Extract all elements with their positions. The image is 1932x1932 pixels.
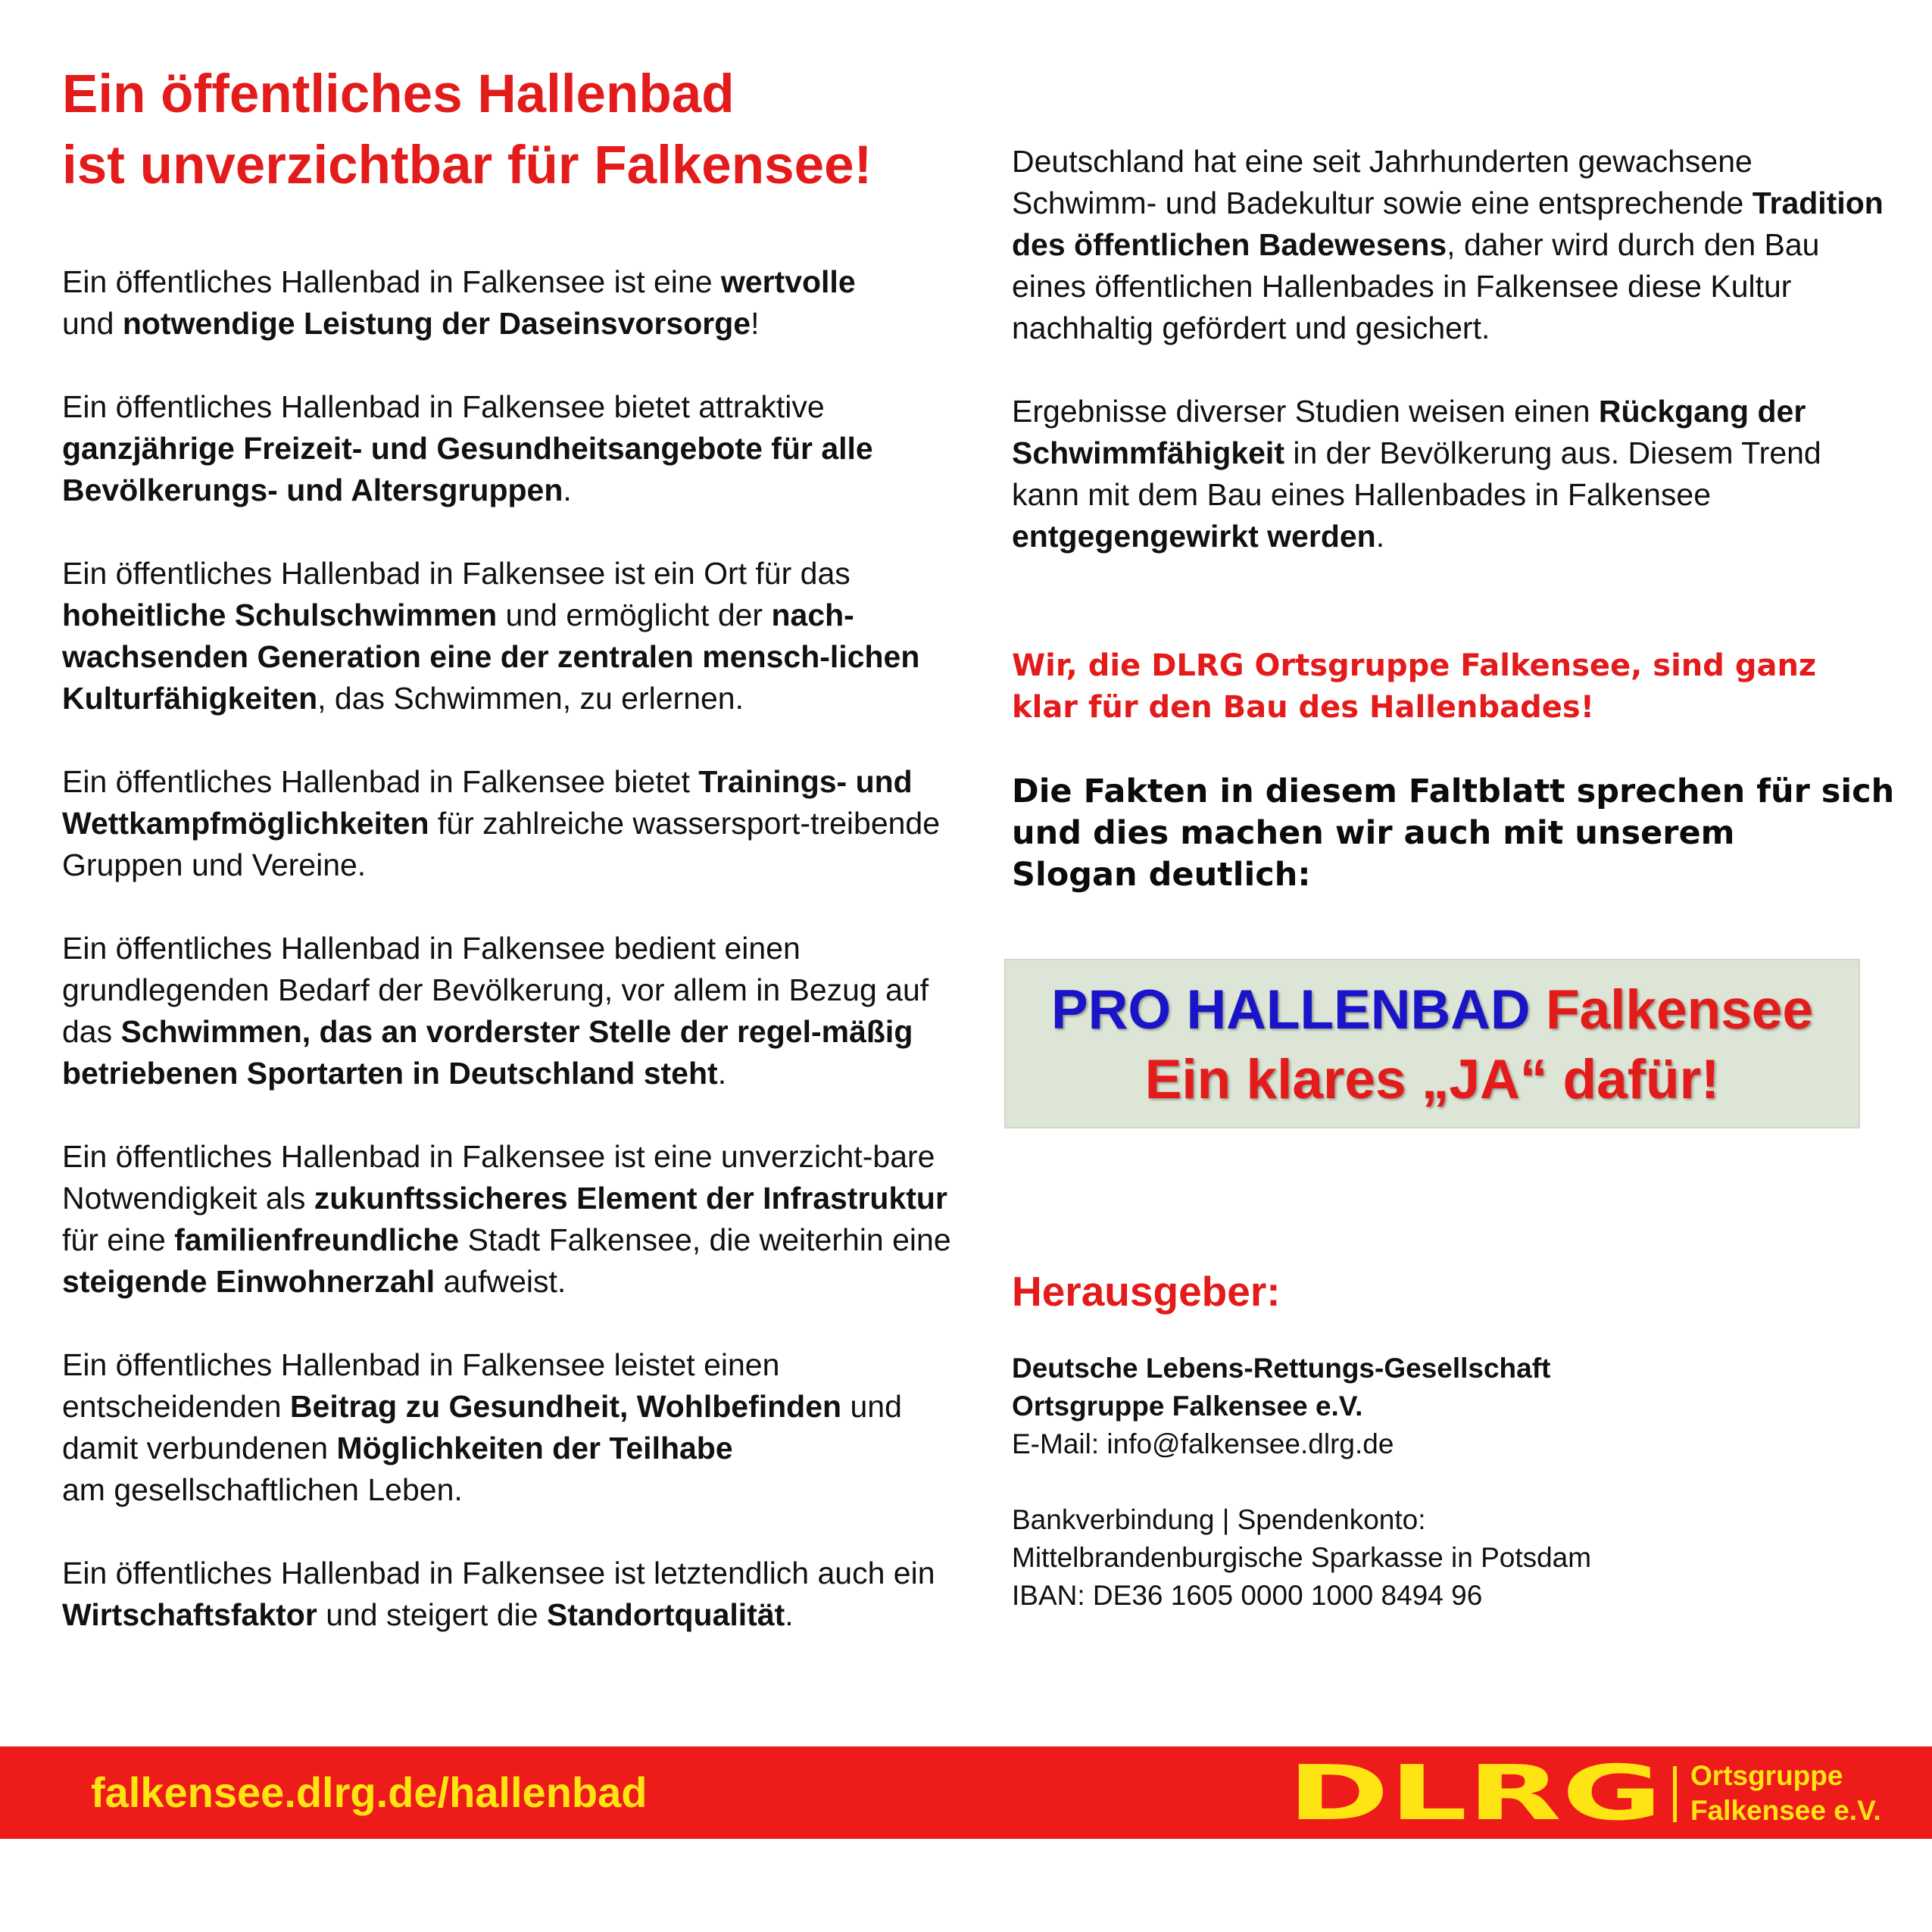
publisher-org-line: Ortsgruppe Falkensee e.V. [1012, 1390, 1363, 1422]
slogan-line-2: Ein klares „JA“ dafür! [1144, 1049, 1720, 1110]
footer-org-line: Ortsgruppe [1690, 1760, 1843, 1791]
paragraph-training [62, 761, 956, 886]
text-segment: Ein öffentliches Hallenbad in Falkensee ist eine unverzicht-bare Notwendigkeit als [62, 1139, 935, 1216]
bold-segment: steigende Einwohnerzahl [62, 1264, 435, 1299]
text-segment: und ermöglicht der [497, 598, 772, 632]
text-segment: . [563, 473, 572, 507]
text-segment: Ergebnisse diverser Studien weisen einen [1012, 394, 1599, 429]
text-segment: , daher wird durch den Bau eines öffentlichen Hallenbades in Falkensee diese Kultur nachhaltig gefördert und gesichert. [1012, 227, 1820, 345]
paragraph-daseinsvorsorge [62, 261, 956, 345]
dlrg-logo-text: DLRG [1287, 1762, 1662, 1824]
text-segment: Ein öffentliches Hallenbad in Falkensee ist ein Ort für das [62, 556, 851, 591]
bold-segment: notwendige Leistung der Daseinsvorsorge [122, 306, 751, 341]
facts-line: Slogan deutlich: [1012, 856, 1311, 894]
text-segment: . [717, 1056, 727, 1091]
text-segment: am gesellschaftlichen Leben. [62, 1472, 463, 1507]
paragraph-freizeit [62, 386, 956, 511]
footer-divider [1673, 1766, 1677, 1822]
slogan-line-1 [1006, 975, 1859, 1045]
text-segment: Ein öffentliches Hallenbad in Falkensee leistet einen entscheidenden [62, 1347, 780, 1424]
text-segment: Ein öffentliches Hallenbad in Falkensee bietet attraktive [62, 389, 825, 424]
text-segment: aufweist. [435, 1264, 566, 1299]
slogan-red-text: Falkensee [1545, 979, 1813, 1041]
paragraph-bedarf [62, 928, 956, 1094]
bold-segment: zukunftssicheres Element der Infrastruktur [314, 1181, 947, 1216]
bold-segment: Möglichkeiten der Teilhabe [336, 1431, 733, 1465]
paragraph-gesundheit [62, 1344, 956, 1511]
footer-bar [0, 1746, 1932, 1839]
text-segment: für eine [62, 1222, 175, 1257]
paragraph-wirtschaft [62, 1553, 956, 1636]
text-segment: und steigert die [317, 1597, 547, 1632]
bold-segment: Wirtschaftsfaktor [62, 1597, 317, 1632]
title-line-1: Ein öffentliches Hallenbad [62, 64, 735, 124]
text-segment: in der Bevölkerung aus. Diesem Trend kann mit dem Bau eines Hallenbades in Falkensee [1012, 435, 1821, 512]
slogan-blue-text: PRO HALLENBAD [1050, 979, 1531, 1041]
text-segment: und damit verbundenen [62, 1389, 902, 1465]
facts-statement [1012, 771, 1905, 896]
support-statement [1012, 645, 1890, 729]
text-segment: und [62, 306, 123, 341]
bank-label: Bankverbindung | Spendenkonto: [1012, 1504, 1426, 1535]
bold-segment: Beitrag zu Gesundheit, Wohlbefinden [289, 1389, 842, 1424]
right-column [1012, 141, 1890, 599]
paragraph-schulschwimmen [62, 553, 956, 719]
facts-line: und dies machen wir auch mit unserem [1012, 814, 1735, 852]
bold-segment: hoheitliche Schulschwimmen [62, 598, 498, 632]
bold-segment: nach-wachsenden Generation eine der zentralen mensch-lichen Kulturfähigkeiten [62, 598, 920, 716]
bold-segment: Tradition des öffentlichen Badewesens [1012, 186, 1884, 262]
publisher-heading: Herausgeber: [1012, 1268, 1281, 1315]
bold-segment: Schwimmen, das an vorderster Stelle der regel-mäßig betriebenen Sportarten in Deutschland steht [62, 1014, 913, 1091]
bold-segment: ganzjährige Freizeit- und Gesundheitsangebote für alle Bevölkerungs- und Altersgruppen [62, 431, 873, 507]
facts-line: Die Fakten in diesem Faltblatt sprechen für sich [1012, 772, 1895, 810]
bank-iban: IBAN: DE36 1605 0000 1000 8494 96 [1012, 1580, 1483, 1611]
slogan-box [1004, 959, 1860, 1128]
footer-org [1690, 1759, 1881, 1828]
text-segment: Ein öffentliches Hallenbad in Falkensee bedient einen grundlegenden Bedarf der Bevölkerung, vor allem in Bezug auf das [62, 931, 929, 1049]
text-segment: für zahlreiche wassersport-treibende Gruppen und Vereine. [62, 806, 941, 882]
support-line: klar für den Bau des Hallenbades! [1012, 690, 1594, 725]
publisher-org-line: Deutsche Lebens-Rettungs-Gesellschaft [1012, 1353, 1551, 1384]
bank-name: Mittelbrandenburgische Sparkasse in Potsdam [1012, 1542, 1592, 1573]
footer-url: falkensee.dlrg.de/hallenbad [91, 1768, 648, 1816]
support-line: Wir, die DLRG Ortsgruppe Falkensee, sind ganz [1012, 648, 1817, 683]
title-line-2: ist unverzichtbar für Falkensee! [62, 136, 872, 195]
publisher-email: E-Mail: info@falkensee.dlrg.de [1012, 1428, 1394, 1459]
bold-segment: Rückgang der Schwimmfähigkeit [1012, 394, 1806, 470]
bold-segment: familienfreundliche [174, 1222, 460, 1257]
publisher-info [1012, 1350, 1883, 1615]
bold-segment: Trainings- und Wettkampfmöglichkeiten [62, 764, 913, 841]
bold-segment: Standortqualität [546, 1597, 785, 1632]
bold-segment: wertvolle [720, 264, 856, 299]
text-segment: Ein öffentliches Hallenbad in Falkensee ist letztendlich auch ein [62, 1556, 935, 1590]
text-segment: ! [751, 306, 760, 341]
paragraph-infrastruktur [62, 1136, 956, 1303]
text-segment: Ein öffentliches Hallenbad in Falkensee ist eine [62, 264, 721, 299]
text-segment: . [785, 1597, 794, 1632]
text-segment: Ein öffentliches Hallenbad in Falkensee bietet [62, 764, 699, 799]
paragraph-studien [1012, 391, 1890, 557]
paragraph-badekultur [1012, 141, 1890, 349]
text-segment: , das Schwimmen, zu erlernen. [317, 681, 744, 716]
footer-org-line: Falkensee e.V. [1690, 1795, 1881, 1826]
bold-segment: entgegengewirkt werden [1012, 519, 1376, 554]
page-title [62, 59, 971, 201]
dlrg-logo [1287, 1762, 1662, 1824]
text-segment: Stadt Falkensee, die weiterhin eine [459, 1222, 951, 1257]
text-segment: . [1375, 519, 1385, 554]
left-column [62, 261, 956, 1678]
text-segment: Deutschland hat eine seit Jahrhunderten gewachsene Schwimm- und Badekultur sowie eine entsprechende [1012, 144, 1753, 220]
